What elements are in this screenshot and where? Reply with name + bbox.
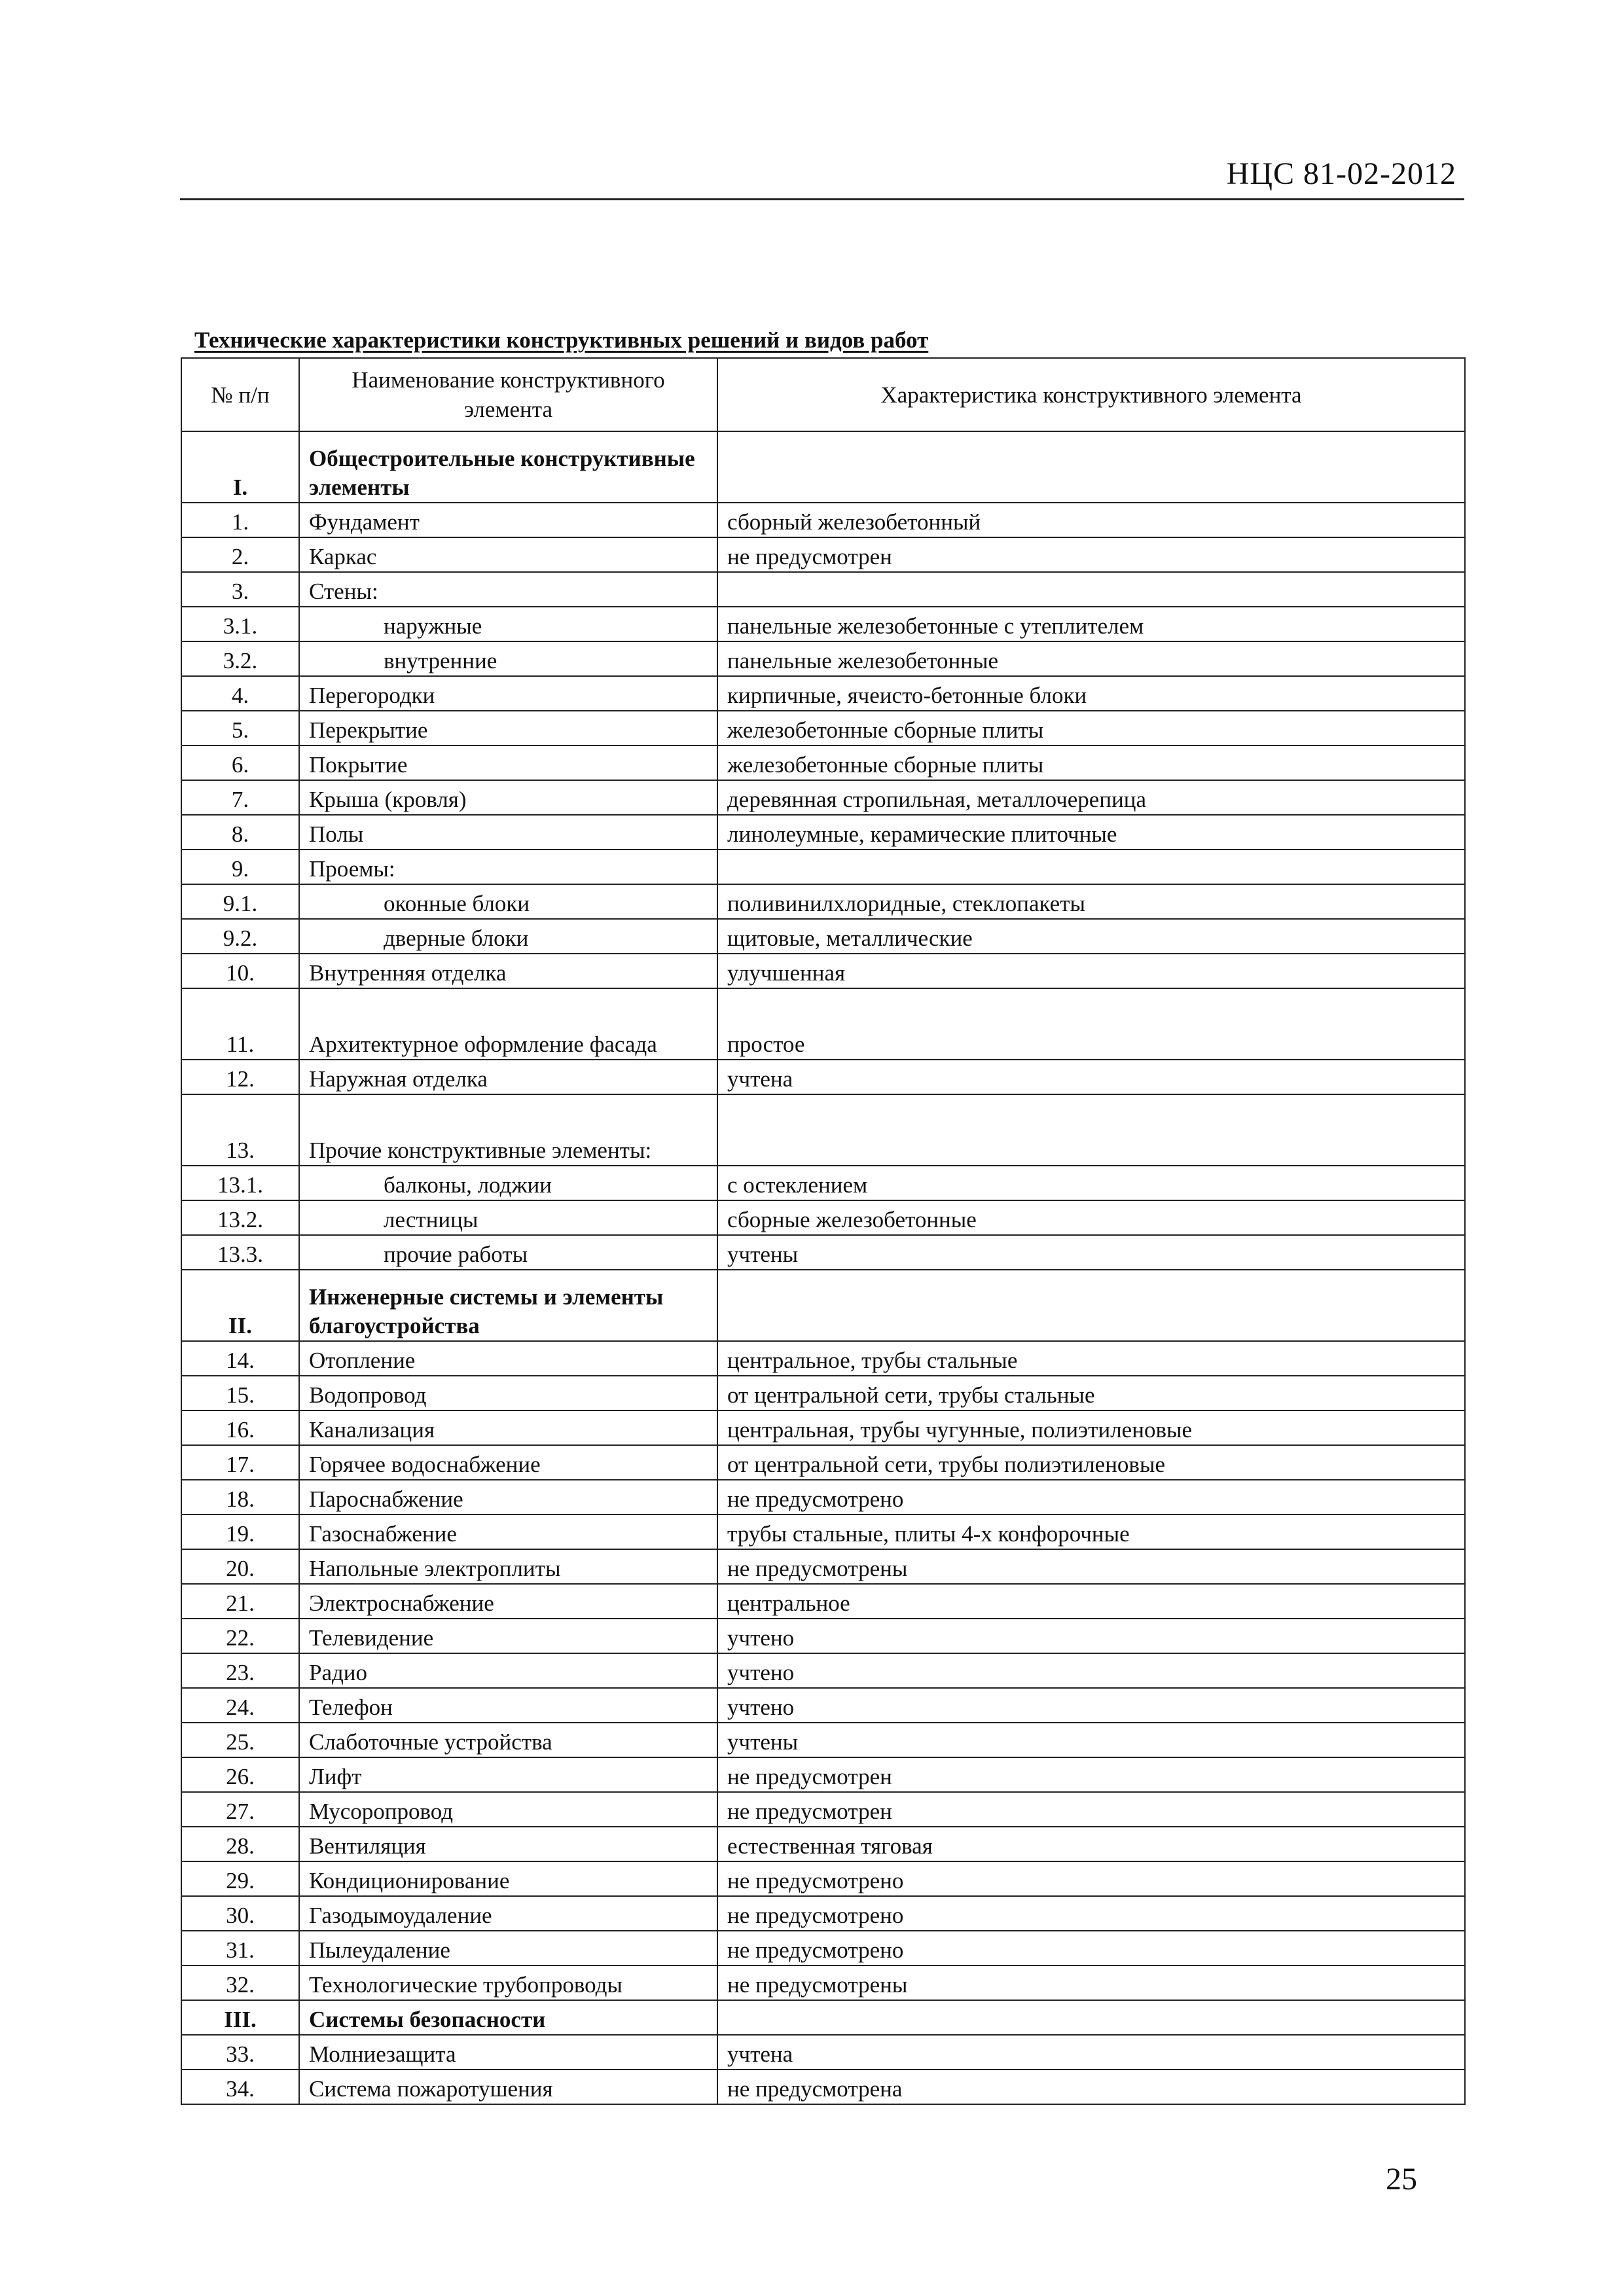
table-row [181, 1166, 1465, 1200]
table-row [181, 780, 1465, 815]
element-characteristic [717, 1094, 1465, 1166]
element-name: Системы безопасности [299, 2000, 717, 2035]
element-name: Фундамент [299, 503, 717, 537]
element-name: Электроснабжение [299, 1584, 717, 1619]
table-row [181, 1235, 1465, 1270]
row-number: 30. [181, 1896, 299, 1931]
table-row [181, 1515, 1465, 1549]
row-number: 3. [181, 572, 299, 607]
table-row [181, 1376, 1465, 1410]
row-number: 17. [181, 1445, 299, 1480]
table-row [181, 1584, 1465, 1619]
table-row [181, 2070, 1465, 2104]
element-characteristic: поливинилхлоридные, стеклопакеты [717, 884, 1465, 919]
row-number: 19. [181, 1515, 299, 1549]
row-number: 34. [181, 2070, 299, 2104]
row-number: 5. [181, 711, 299, 745]
row-number: 13. [181, 1094, 299, 1166]
element-characteristic [717, 431, 1465, 503]
element-name: Прочие конструктивные элементы: [299, 1094, 717, 1166]
element-name: Водопровод [299, 1376, 717, 1410]
element-name: Крыша (кровля) [299, 780, 717, 815]
element-name: Кондиционирование [299, 1861, 717, 1896]
element-characteristic: не предусмотрен [717, 1792, 1465, 1827]
table-row [181, 1653, 1465, 1688]
row-number: 21. [181, 1584, 299, 1619]
element-name: Пароснабжение [299, 1480, 717, 1515]
element-characteristic [717, 572, 1465, 607]
element-name: Слаботочные устройства [299, 1723, 717, 1757]
table-row [181, 1445, 1465, 1480]
element-characteristic: деревянная стропильная, металлочерепица [717, 780, 1465, 815]
element-name: Наружная отделка [299, 1060, 717, 1094]
element-name: наружные [299, 607, 717, 641]
row-number: 9.1. [181, 884, 299, 919]
table-row [181, 711, 1465, 745]
row-number: 32. [181, 1965, 299, 2000]
row-number: 8. [181, 815, 299, 850]
element-name: Внутренняя отделка [299, 954, 717, 988]
section-row [181, 431, 1465, 503]
element-name: прочие работы [299, 1235, 717, 1270]
element-characteristic: не предусмотрено [717, 1861, 1465, 1896]
table-body [181, 431, 1465, 2104]
element-name: Покрытие [299, 745, 717, 780]
row-number: 13.2. [181, 1200, 299, 1235]
element-name: Лифт [299, 1757, 717, 1792]
table-row [181, 1549, 1465, 1584]
table-row [181, 641, 1465, 676]
row-number: 13.1. [181, 1166, 299, 1200]
row-number: 4. [181, 676, 299, 711]
row-number: 31. [181, 1931, 299, 1965]
row-number: 27. [181, 1792, 299, 1827]
element-name: Телефон [299, 1688, 717, 1723]
table-row [181, 607, 1465, 641]
table-row [181, 850, 1465, 884]
table-row [181, 1827, 1465, 1861]
element-characteristic: не предусмотрено [717, 1480, 1465, 1515]
row-number: 7. [181, 780, 299, 815]
element-name: Отопление [299, 1341, 717, 1376]
element-characteristic: панельные железобетонные с утеплителем [717, 607, 1465, 641]
element-name: Газодымоудаление [299, 1896, 717, 1931]
element-name: Телевидение [299, 1619, 717, 1653]
element-name: Канализация [299, 1410, 717, 1445]
row-number: I. [181, 431, 299, 503]
row-number: 9. [181, 850, 299, 884]
element-name: балконы, лоджии [299, 1166, 717, 1200]
element-characteristic: центральное, трубы стальные [717, 1341, 1465, 1376]
element-name: Инженерные системы и элементы благоустройства [299, 1270, 717, 1341]
row-number: II. [181, 1270, 299, 1341]
element-characteristic: учтено [717, 1688, 1465, 1723]
row-number: 25. [181, 1723, 299, 1757]
element-characteristic: учтены [717, 1723, 1465, 1757]
table-row [181, 884, 1465, 919]
table-header-row [181, 358, 1465, 431]
element-characteristic: кирпичные, ячеисто-бетонные блоки [717, 676, 1465, 711]
table-row [181, 1723, 1465, 1757]
element-name: Полы [299, 815, 717, 850]
element-characteristic: естественная тяговая [717, 1827, 1465, 1861]
row-number: 20. [181, 1549, 299, 1584]
element-characteristic: учтено [717, 1619, 1465, 1653]
element-name: Стены: [299, 572, 717, 607]
element-characteristic: железобетонные сборные плиты [717, 711, 1465, 745]
table-row [181, 1896, 1465, 1931]
element-characteristic: щитовые, металлические [717, 919, 1465, 954]
row-number: 12. [181, 1060, 299, 1094]
table-row [181, 1200, 1465, 1235]
table-row [181, 1965, 1465, 2000]
table-row [181, 1341, 1465, 1376]
element-name: Перекрытие [299, 711, 717, 745]
row-number: 3.1. [181, 607, 299, 641]
element-characteristic: линолеумные, керамические плиточные [717, 815, 1465, 850]
spec-table [181, 357, 1466, 2105]
table-row [181, 954, 1465, 988]
table-row [181, 1480, 1465, 1515]
element-name: дверные блоки [299, 919, 717, 954]
element-characteristic: простое [717, 988, 1465, 1060]
element-characteristic: панельные железобетонные [717, 641, 1465, 676]
header-name: Наименование конструктивного элемента [299, 358, 717, 431]
table-row [181, 503, 1465, 537]
element-name: Проемы: [299, 850, 717, 884]
row-number: 15. [181, 1376, 299, 1410]
element-characteristic: улучшенная [717, 954, 1465, 988]
row-number: 26. [181, 1757, 299, 1792]
table-row [181, 1792, 1465, 1827]
row-number: 28. [181, 1827, 299, 1861]
element-name: Газоснабжение [299, 1515, 717, 1549]
table-row [181, 1619, 1465, 1653]
row-number: 9.2. [181, 919, 299, 954]
element-characteristic [717, 1270, 1465, 1341]
element-characteristic: не предусмотрены [717, 1549, 1465, 1584]
element-name: Система пожаротушения [299, 2070, 717, 2104]
row-number: 33. [181, 2035, 299, 2070]
document-code: НЦС 81-02-2012 [1226, 156, 1456, 191]
element-characteristic: учтена [717, 2035, 1465, 2070]
table-row [181, 919, 1465, 954]
element-characteristic: сборный железобетонный [717, 503, 1465, 537]
element-name: внутренние [299, 641, 717, 676]
header-characteristic: Характеристика конструктивного элемента [717, 358, 1465, 431]
row-number: 16. [181, 1410, 299, 1445]
element-characteristic: не предусмотрено [717, 1896, 1465, 1931]
element-characteristic [717, 850, 1465, 884]
table-row [181, 1410, 1465, 1445]
row-number: 18. [181, 1480, 299, 1515]
element-name: Общестроительные конструктивные элементы [299, 431, 717, 503]
table-row [181, 537, 1465, 572]
element-characteristic [717, 2000, 1465, 2035]
table-row [181, 1757, 1465, 1792]
row-number: 29. [181, 1861, 299, 1896]
header-num: № п/п [181, 358, 299, 431]
header-rule [180, 198, 1464, 200]
row-number: III. [181, 2000, 299, 2035]
row-number: 13.3. [181, 1235, 299, 1270]
element-name: Мусоропровод [299, 1792, 717, 1827]
element-characteristic: сборные железобетонные [717, 1200, 1465, 1235]
element-characteristic: центральная, трубы чугунные, полиэтиленовые [717, 1410, 1465, 1445]
table-row [181, 1931, 1465, 1965]
element-name: Пылеудаление [299, 1931, 717, 1965]
table-row [181, 745, 1465, 780]
element-characteristic: железобетонные сборные плиты [717, 745, 1465, 780]
section-row [181, 2000, 1465, 2035]
row-number: 10. [181, 954, 299, 988]
row-number: 1. [181, 503, 299, 537]
element-name: Молниезащита [299, 2035, 717, 2070]
element-name: Напольные электроплиты [299, 1549, 717, 1584]
table-row [181, 2035, 1465, 2070]
element-name: Технологические трубопроводы [299, 1965, 717, 2000]
element-characteristic: учтено [717, 1653, 1465, 1688]
row-number: 22. [181, 1619, 299, 1653]
row-number: 6. [181, 745, 299, 780]
page-number: 25 [1386, 2162, 1417, 2197]
element-name: Вентиляция [299, 1827, 717, 1861]
table-row [181, 1094, 1465, 1166]
element-characteristic: не предусмотрен [717, 1757, 1465, 1792]
element-name: Перегородки [299, 676, 717, 711]
table-row [181, 988, 1465, 1060]
element-name: Архитектурное оформление фасада [299, 988, 717, 1060]
element-characteristic: от центральной сети, трубы стальные [717, 1376, 1465, 1410]
row-number: 11. [181, 988, 299, 1060]
table-row [181, 1861, 1465, 1896]
element-name: Каркас [299, 537, 717, 572]
table-row [181, 1060, 1465, 1094]
element-characteristic: не предусмотрены [717, 1965, 1465, 2000]
row-number: 14. [181, 1341, 299, 1376]
row-number: 23. [181, 1653, 299, 1688]
row-number: 24. [181, 1688, 299, 1723]
table-row [181, 815, 1465, 850]
element-name: Радио [299, 1653, 717, 1688]
table-title: Технические характеристики конструктивных решений и видов работ [194, 327, 929, 353]
table-row [181, 572, 1465, 607]
element-characteristic: трубы стальные, плиты 4-х конфорочные [717, 1515, 1465, 1549]
section-row [181, 1270, 1465, 1341]
element-name: лестницы [299, 1200, 717, 1235]
row-number: 2. [181, 537, 299, 572]
element-characteristic: учтена [717, 1060, 1465, 1094]
element-characteristic: не предусмотрен [717, 537, 1465, 572]
element-characteristic: с остеклением [717, 1166, 1465, 1200]
table-row [181, 1688, 1465, 1723]
element-characteristic: не предусмотрено [717, 1931, 1465, 1965]
table-row [181, 676, 1465, 711]
row-number: 3.2. [181, 641, 299, 676]
element-characteristic: не предусмотрена [717, 2070, 1465, 2104]
element-name: оконные блоки [299, 884, 717, 919]
element-characteristic: центральное [717, 1584, 1465, 1619]
element-name: Горячее водоснабжение [299, 1445, 717, 1480]
element-characteristic: учтены [717, 1235, 1465, 1270]
element-characteristic: от центральной сети, трубы полиэтиленовые [717, 1445, 1465, 1480]
